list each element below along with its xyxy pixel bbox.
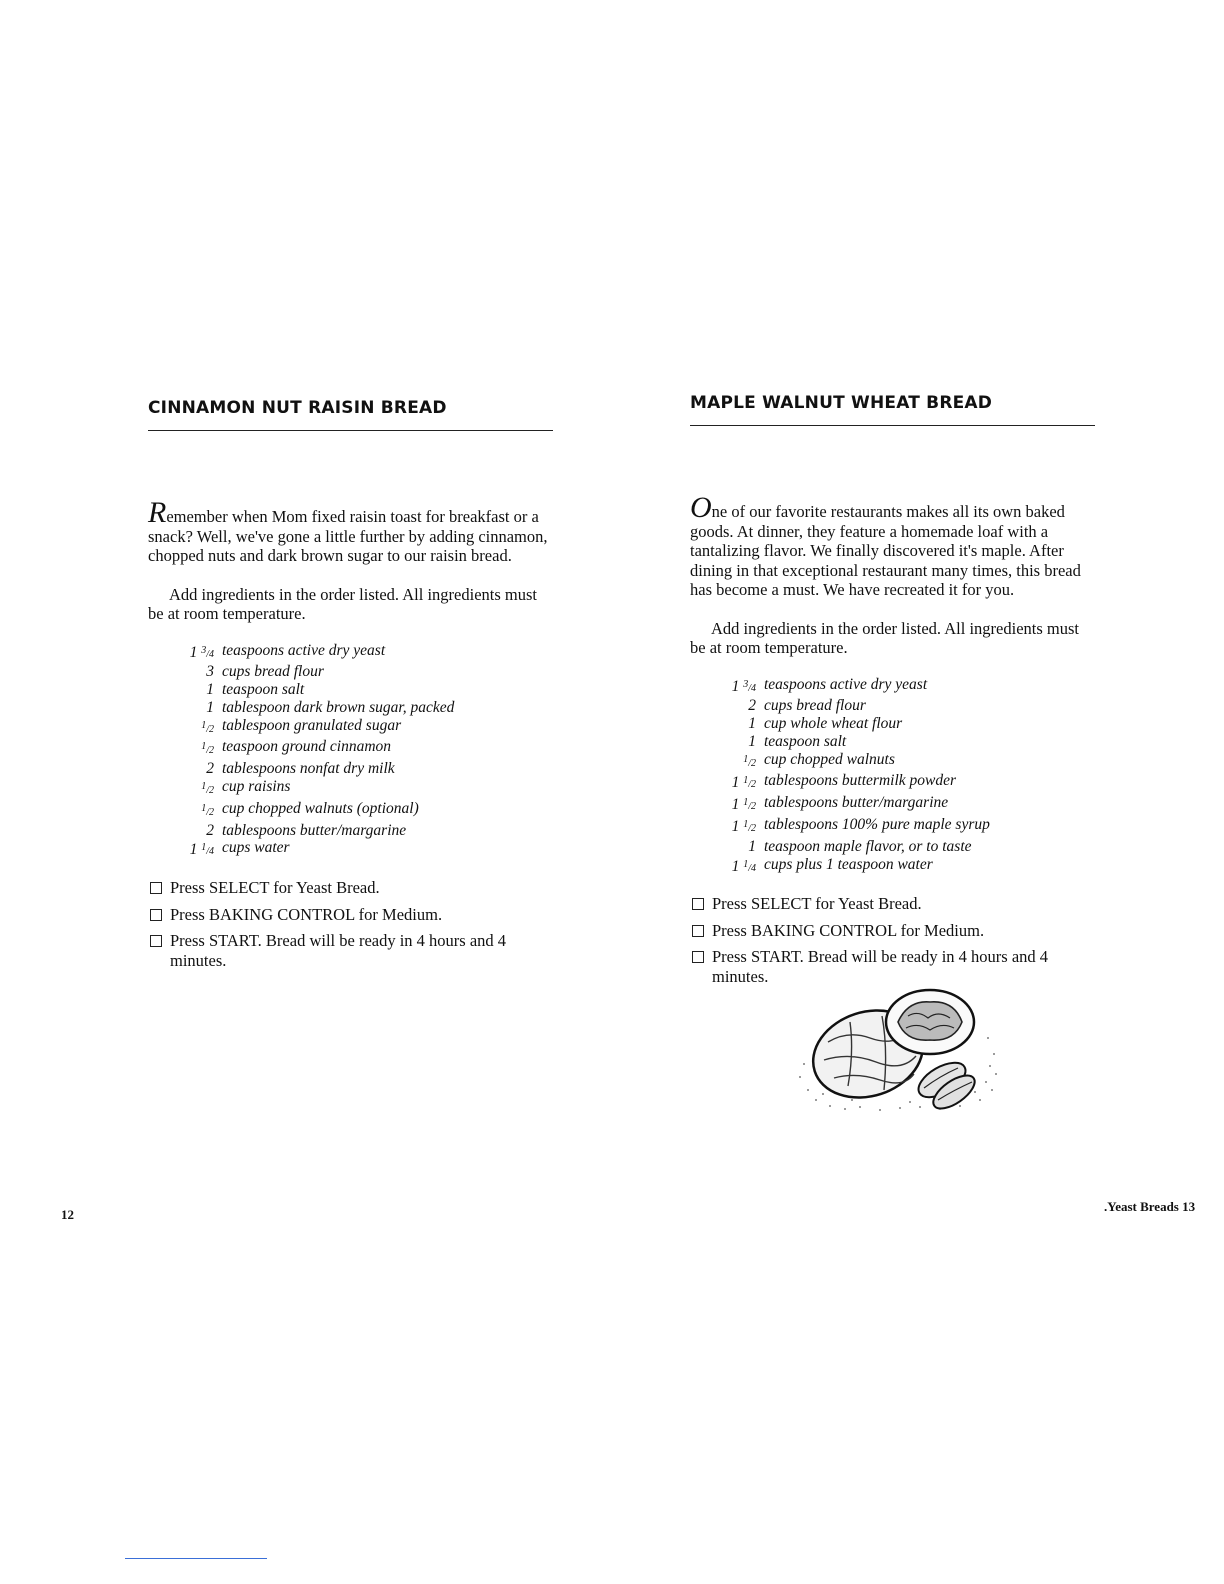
ingredient-description: cup whole wheat flour xyxy=(764,715,903,733)
fraction-denominator: 2 xyxy=(209,745,214,757)
ingredient-item xyxy=(148,778,558,800)
ingredient-quantity xyxy=(690,733,764,751)
page-number-right: .Yeast Breads 13 xyxy=(1104,1199,1196,1214)
step-text: Press SELECT for Yeast Bread. xyxy=(170,878,380,898)
ingredient-description: tablespoons 100% pure maple syrup xyxy=(764,816,990,834)
ingredient-quantity xyxy=(148,822,222,840)
fraction-denominator: 2 xyxy=(751,823,756,835)
fraction-numerator: 3 xyxy=(743,678,749,690)
ingredient-item xyxy=(148,681,558,699)
ingredient-item xyxy=(148,800,558,822)
ingredient-item xyxy=(148,760,558,778)
fraction-denominator: 2 xyxy=(751,801,756,813)
ingredient-quantity: 1 $^1$/4 xyxy=(731,857,756,875)
ingredient-quantity xyxy=(148,699,222,717)
ingredient-quantity: $^1$/2 xyxy=(201,781,214,797)
right-recipe xyxy=(690,393,1100,993)
fraction-numerator: 1 xyxy=(201,842,207,854)
quantity-whole: 2 xyxy=(206,760,214,778)
fraction-denominator: 2 xyxy=(209,806,214,818)
ingredient-list xyxy=(690,676,1100,878)
ingredient-item xyxy=(148,642,558,664)
ingredient-description: cup raisins xyxy=(222,778,291,796)
ingredient-quantity: 1 $^1$/2 xyxy=(731,796,756,814)
ingredient-description: tablespoon granulated sugar xyxy=(222,716,402,734)
ingredient-item xyxy=(690,838,1100,856)
recipe-intro xyxy=(148,496,553,566)
step-text: Press BAKING CONTROL for Medium. xyxy=(712,920,985,940)
quantity-whole: 1 xyxy=(748,837,756,855)
fraction-numerator: 3 xyxy=(201,644,207,656)
fraction-denominator: 2 xyxy=(751,757,756,769)
ingredient-quantity: $^1$/2 xyxy=(201,802,214,818)
ingredient-description: cup chopped walnuts (optional) xyxy=(222,799,419,817)
quantity-whole: 2 xyxy=(206,821,214,839)
ingredient-item xyxy=(148,738,558,760)
step-item xyxy=(690,947,1100,986)
ingredient-item xyxy=(148,663,558,681)
walnut-illustration xyxy=(790,982,1005,1114)
checkbox-icon xyxy=(150,909,162,921)
drop-cap: R xyxy=(148,496,167,529)
quantity-whole: 1 xyxy=(189,841,198,859)
ingredient-quantity: $^1$/2 xyxy=(743,753,756,769)
drop-cap: O xyxy=(690,491,712,524)
ingredient-description: cups plus 1 teaspoon water xyxy=(764,855,933,873)
fraction-numerator: 1 xyxy=(201,741,207,753)
ingredient-item xyxy=(690,794,1100,816)
checkbox-icon xyxy=(692,925,704,937)
ingredient-quantity xyxy=(148,663,222,681)
ingredient-quantity: 1 $^1$/4 xyxy=(189,841,214,859)
ingredient-description: tablespoons buttermilk powder xyxy=(764,772,957,790)
ingredient-item xyxy=(690,751,1100,773)
ingredient-item xyxy=(148,699,558,717)
step-text: Press BAKING CONTROL for Medium. xyxy=(170,904,443,924)
title-rule xyxy=(148,430,553,431)
fraction-numerator: 1 xyxy=(743,775,749,787)
checkbox-icon xyxy=(692,951,704,963)
fraction-denominator: 4 xyxy=(209,648,214,660)
quantity-whole: 1 xyxy=(206,681,214,699)
ingredient-description: cups bread flour xyxy=(764,697,866,715)
ingredient-description: tablespoons nonfat dry milk xyxy=(222,760,395,778)
fraction-numerator: 1 xyxy=(743,858,749,870)
recipe-title: MAPLE WALNUT WHEAT BREAD xyxy=(690,393,993,413)
ingredient-item xyxy=(690,856,1100,878)
step-item xyxy=(690,921,1100,941)
quantity-whole: 1 xyxy=(189,643,198,661)
fraction-denominator: 2 xyxy=(209,723,214,735)
ingredient-description: teaspoons active dry yeast xyxy=(222,641,386,659)
ingredient-item xyxy=(148,839,558,861)
ingredient-description: tablespoons butter/margarine xyxy=(222,821,407,839)
walnut-kernel xyxy=(898,1002,962,1040)
fraction-numerator: 1 xyxy=(743,819,749,831)
quantity-whole: 1 xyxy=(731,818,740,836)
checkbox-icon xyxy=(150,935,162,947)
quantity-whole: 1 xyxy=(748,732,756,750)
step-text: Press SELECT for Yeast Bread. xyxy=(712,894,922,914)
ingredient-item xyxy=(690,733,1100,751)
ingredient-quantity: 1 $^3$/4 xyxy=(731,677,756,695)
ingredient-quantity xyxy=(690,697,764,715)
ingredient-item xyxy=(148,822,558,840)
quantity-whole: 1 xyxy=(748,715,756,733)
quantity-whole: 1 xyxy=(206,698,214,716)
step-text: Press START. Bread will be ready in 4 hours and 4 minutes. xyxy=(712,947,1049,986)
fraction-numerator: 1 xyxy=(743,797,749,809)
preparation-note: Add ingredients in the order listed. All ingredients must be at room temperature. xyxy=(148,584,537,623)
step-item xyxy=(690,894,1100,914)
recipe-title: CINNAMON NUT RAISIN BREAD xyxy=(148,398,447,418)
ingredient-description: tablespoons butter/margarine xyxy=(764,794,949,812)
title-rule xyxy=(690,425,1095,426)
ingredient-description: cups water xyxy=(222,839,290,857)
ingredient-description: teaspoon salt xyxy=(222,681,305,699)
ingredient-quantity: $^1$/2 xyxy=(201,719,214,735)
ingredient-description: teaspoon maple flavor, or to taste xyxy=(764,837,972,855)
ingredient-item xyxy=(690,697,1100,715)
ingredient-item xyxy=(148,717,558,739)
fraction-numerator: 1 xyxy=(201,781,207,793)
checkbox-icon xyxy=(692,898,704,910)
quantity-whole: 1 xyxy=(731,774,740,792)
quantity-whole: 1 xyxy=(731,857,740,875)
ingredient-description: cup chopped walnuts xyxy=(764,750,895,768)
step-item xyxy=(148,931,558,970)
ingredient-item xyxy=(690,715,1100,733)
ingredient-quantity xyxy=(690,715,764,733)
ingredient-list xyxy=(148,642,558,862)
step-text: Press START. Bread will be ready in 4 hours and 4 minutes. xyxy=(170,931,507,970)
quantity-whole: 2 xyxy=(748,697,756,715)
recipe-intro xyxy=(690,491,1095,600)
ingredient-quantity: 1 $^1$/2 xyxy=(731,818,756,836)
fraction-denominator: 2 xyxy=(751,779,756,791)
ingredient-description: tablespoon dark brown sugar, packed xyxy=(222,698,455,716)
ingredient-description: teaspoon salt xyxy=(764,732,847,750)
fraction-denominator: 4 xyxy=(751,862,756,874)
preparation-note: Add ingredients in the order listed. All ingredients must be at room temperature. xyxy=(690,618,1079,657)
fraction-denominator: 4 xyxy=(751,682,756,694)
quantity-whole: 3 xyxy=(206,663,214,681)
ingredient-quantity: 1 $^1$/2 xyxy=(731,774,756,792)
fraction-numerator: 1 xyxy=(201,719,207,731)
ingredient-quantity xyxy=(690,838,764,856)
ingredient-quantity xyxy=(148,760,222,778)
step-list xyxy=(690,894,1100,986)
ingredient-quantity: 1 $^3$/4 xyxy=(189,643,214,661)
page-number-left: 12 xyxy=(61,1207,74,1222)
left-recipe xyxy=(148,398,558,977)
step-item xyxy=(148,878,558,898)
bottom-rule xyxy=(125,1558,267,1559)
ingredient-quantity xyxy=(148,681,222,699)
checkbox-icon xyxy=(150,882,162,894)
ingredient-item xyxy=(690,772,1100,794)
ingredient-description: teaspoons active dry yeast xyxy=(764,675,928,693)
intro-text: emember when Mom fixed raisin toast for breakfast or a snack? Well, we've gone a little further by adding cinnamon, chopped nuts and dark brown sugar to our raisin bread. xyxy=(148,507,548,565)
ingredient-quantity: $^1$/2 xyxy=(201,741,214,757)
fraction-denominator: 2 xyxy=(209,785,214,797)
fraction-denominator: 4 xyxy=(209,846,214,858)
ingredient-description: cups bread flour xyxy=(222,663,324,681)
quantity-whole: 1 xyxy=(731,677,740,695)
intro-text: ne of our favorite restaurants makes all its own baked goods. At dinner, they feature a homemade loaf with a tantalizing flavor. We finally discovered it's maple. After dining in that exceptional restaurant many times, this bread has become a must. We have recreated it for you. xyxy=(690,502,1081,599)
fraction-numerator: 1 xyxy=(743,753,749,765)
ingredient-item xyxy=(690,816,1100,838)
step-item xyxy=(148,905,558,925)
fraction-numerator: 1 xyxy=(201,802,207,814)
step-list xyxy=(148,878,558,970)
quantity-whole: 1 xyxy=(731,796,740,814)
ingredient-description: teaspoon ground cinnamon xyxy=(222,738,392,756)
ingredient-item xyxy=(690,676,1100,698)
